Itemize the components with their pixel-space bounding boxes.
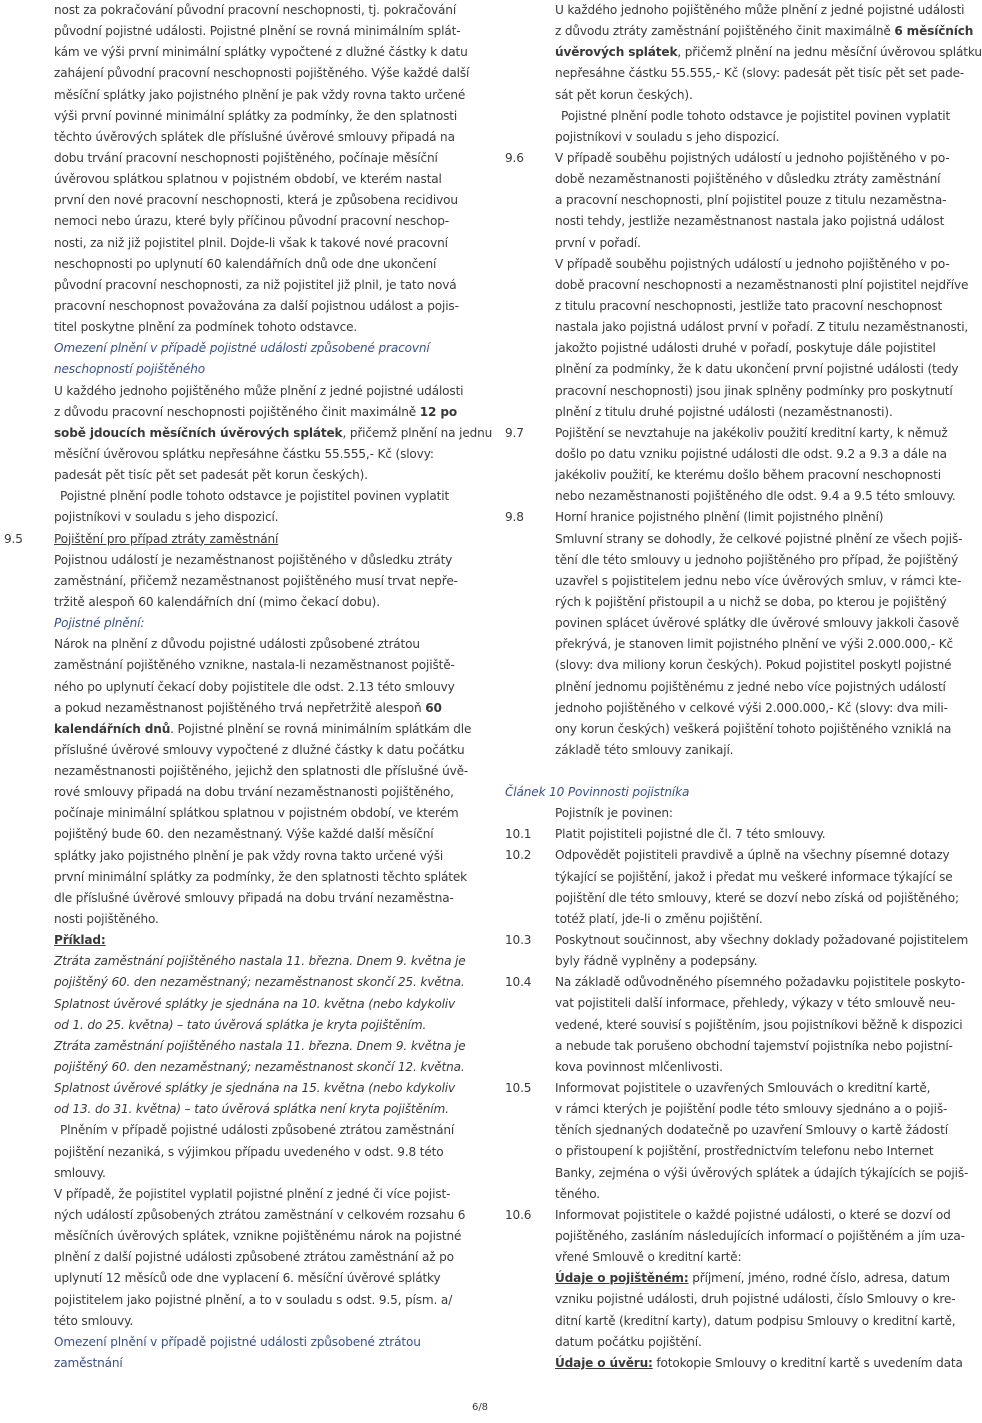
spacer xyxy=(505,761,957,782)
text-line: plnění z další pojistné události způsobené ztrátou zaměstnání až po xyxy=(54,1250,454,1265)
section-number: 10.1 xyxy=(505,827,532,842)
text-run: Informovat pojistitele o uzavřených Smlouvách o kreditní kartě, xyxy=(555,1081,931,1096)
text-line: nezaměstnanosti pojištěného, jejichž den splatnosti dle příslušné úvě- xyxy=(54,764,469,779)
text-line: době pracovní neschopnosti a nezaměstnanosti plní pojistitel nejdříve xyxy=(555,277,969,292)
text-line: uplynutí 12 měsíců ode dne vyplacení 6. měsíční úvěrové splátky xyxy=(54,1271,441,1286)
text-line: vřené Smlouvě o kreditní kartě: xyxy=(555,1250,742,1265)
text-line: rých k pojištění přistoupil a u nichž se doba, po kterou je pojištěný xyxy=(555,594,947,609)
text-run: Pojištění se nevztahuje na jakékoliv použití kreditní karty, k němuž xyxy=(555,425,948,440)
text-line: těchto úvěrových splátek dle příslušné úvěrové smlouvy připadá na xyxy=(54,129,455,144)
text-line: kám ve výši první minimální splátky vypočtené z dlužné částky k datu xyxy=(54,45,468,60)
text-line: datum počátku pojištění. xyxy=(555,1334,702,1349)
bold-run: 60 xyxy=(425,700,442,715)
text-run: a pokud nezaměstnanost pojištěného trvá nepřetržitě alespoň xyxy=(54,700,426,715)
text-line: rové smlouvy připadá na dobu trvání nezaměstnanosti pojištěného, xyxy=(54,785,454,800)
text-run: z důvodu pracovní neschopnosti pojištěného činit maximálně xyxy=(54,404,420,419)
example-line: Splatnost úvěrové splátky je sjednána na 15. května (nebo kdykoliv xyxy=(54,1081,456,1096)
text-run: Informovat pojistitele o každé pojistné události, o které se dozví od xyxy=(555,1207,951,1222)
section-subheading: Pojistné plnění: xyxy=(54,616,145,631)
text-line: ditní kartě (kreditní karty), datum podpisu Smlouvy o kreditní kartě, xyxy=(555,1313,956,1328)
example-line: Splatnost úvěrové splátky je sjednána na 10. května (nebo kdykoliv xyxy=(54,996,456,1011)
text-line: této smlouvy. xyxy=(54,1313,134,1328)
text-line: pojistníkovi v souladu s jeho dispozicí. xyxy=(555,129,780,144)
text-line xyxy=(505,42,982,63)
text-line: splátky jako pojistného plnění je pak vždy rovna takto určené výši xyxy=(54,848,444,863)
text-line: U každého jednoho pojištěného může plnění z jedné pojistné události xyxy=(555,3,965,17)
text-line: pojistitelem jako pojistné plnění, a to v souladu s odst. 9.5, písm. a/ xyxy=(54,1292,453,1307)
text-line: kova povinnost mlčenlivosti. xyxy=(555,1059,723,1074)
text-line: nosti tehdy, jestliže nezaměstnanost nastala jako pojistná událost xyxy=(555,214,945,229)
text-line: Banky, zejména o výši úvěrových splátek a údajích týkajících se pojiš- xyxy=(555,1165,969,1180)
text-line xyxy=(505,845,957,866)
text-line: základě této smlouvy zanikají. xyxy=(555,742,734,757)
text-line: a pracovní neschopnosti, plní pojistitel pouze z titulu nezaměstna- xyxy=(555,193,947,208)
text-line xyxy=(505,21,974,42)
text-line: U každého jednoho pojištěného může plnění z jedné pojistné události xyxy=(54,383,464,398)
text-line: pojištěného, zasláním následujících informací o pojištěném a jím uza- xyxy=(555,1229,965,1244)
text-line: pojistníkovi v souladu s jeho dispozicí. xyxy=(54,510,279,525)
bold-run: 6 měsíčních xyxy=(894,24,974,39)
bold-run: 12 po xyxy=(419,404,458,419)
text-line xyxy=(4,423,493,444)
text-line: smlouvy. xyxy=(54,1165,106,1180)
text-line: ony korun českých) veškerá pojištění tohoto pojištěného vzniklá na xyxy=(555,721,952,736)
text-run: příjmení, jméno, rodné číslo, adresa, datum xyxy=(688,1271,950,1286)
text-run: V případě souběhu pojistných událostí u jednoho pojištěného v po- xyxy=(555,150,950,165)
text-run: Platit pojistiteli pojistné dle čl. 7 této smlouvy. xyxy=(555,827,826,842)
text-line: totéž platí, jde-li o změnu pojištění. xyxy=(555,911,763,926)
text-line: padesát pět tisíc pět set padesát pět korun českých). xyxy=(54,468,368,483)
text-line: titel poskytne plnění za podmínek tohoto odstavce. xyxy=(54,320,358,335)
example-line: Ztráta zaměstnání pojištěného nastala 11. března. Dnem 9. května je xyxy=(54,954,466,969)
text-line: nebo nezaměstnanosti pojištěného dle odst. 9.4 a 9.5 této smlouvy. xyxy=(555,489,956,504)
text-line: Nárok na plnění z důvodu pojistné události způsobené ztrátou xyxy=(54,637,420,652)
text-line xyxy=(505,423,957,444)
text-line: nemoci nebo úrazu, které byly příčinou původní pracovní neschop- xyxy=(54,214,450,229)
text-line xyxy=(505,824,957,845)
text-line: sát pět korun českých). xyxy=(555,87,693,102)
text-line: ného po uplynutí čekací doby pojistitele dle odst. 2.13 této smlouvy xyxy=(54,679,455,694)
text-line: zahájení původní pracovní neschopnosti pojištěného. Výše každé další xyxy=(54,66,470,81)
text-run: , přičemž plnění na jednu měsíční úvěrovou splátku xyxy=(677,45,982,60)
text-line xyxy=(505,972,965,993)
section-subheading: Omezení plnění v případě pojistné události způsobené ztrátou xyxy=(54,1334,421,1349)
text-line: nosti pojištěného. xyxy=(54,912,159,927)
text-line: těních sjednaných dodatečně po uzavření Smlouvy o kartě žádostí xyxy=(555,1123,948,1138)
bold-label: Údaje o úvěru: xyxy=(555,1355,653,1370)
text-line: původní pojistné události. Pojistné plnění se rovná minimálním splát- xyxy=(54,24,461,39)
text-line: pojištění nezaniká, s výjimkou případu uvedeného v odst. 9.8 této xyxy=(54,1144,444,1159)
text-line: měsíčních úvěrových splátek, vznikne pojištěnému nárok na pojistné xyxy=(54,1229,462,1244)
text-line: Smluvní strany se dohodly, že celkové pojistné plnění ze všech pojiš- xyxy=(555,531,963,546)
text-line: byly řádně vyplněny a podepsány. xyxy=(555,954,758,969)
article-heading: Článek 10 Povinnosti pojistníka xyxy=(505,785,690,800)
text-line: neschopnosti po uplynutí 60 kalendářních dnů ode dne ukončení xyxy=(54,256,437,271)
text-line xyxy=(505,1268,957,1289)
text-run: , přičemž plnění na jednu xyxy=(342,425,493,440)
text-line: úvěrovou splátkou splatnou v pojistném období, ve kterém nastal xyxy=(54,172,442,187)
bold-run: úvěrových splátek xyxy=(555,45,678,60)
text-run: Horní hranice pojistného plnění (limit pojistného plnění) xyxy=(555,510,884,525)
example-line: od 13. do 31. května) – tato úvěrová splátka není kryta pojištěním. xyxy=(54,1102,449,1117)
section-number: 9.6 xyxy=(505,150,524,165)
text-line: vat pojistiteli další informace, přehledy, výkazy v této smlouvě neu- xyxy=(555,996,956,1011)
text-line: dobu trvání pracovní neschopnosti pojištěného, počínaje měsíční xyxy=(54,150,438,165)
text-line: pojištěný bude 60. den nezaměstnaný. Výše každé další měsíční xyxy=(54,827,434,842)
text-line: povinen splácet úvěrové splátky dle úvěrové smlouvy jakkoli časově xyxy=(555,616,960,631)
text-run: Na základě odůvodněného písemného požadavku pojistitele poskyto- xyxy=(555,975,965,990)
section-number: 10.5 xyxy=(505,1081,532,1096)
text-line: pracovní neschopnost považována za další pojistnou událost a pojis- xyxy=(54,298,459,313)
section-subheading: neschopností pojištěného xyxy=(54,362,205,377)
text-line: Pojistné plnění podle tohoto odstavce je pojistitel povinen vyplatit xyxy=(561,108,951,123)
section-number: 10.4 xyxy=(505,975,532,990)
text-line: době nezaměstnanosti pojištěného v důsledku ztráty zaměstnání xyxy=(555,172,941,187)
text-line: jakékoliv použití, ke kterému došlo během pracovní neschopnosti xyxy=(555,468,941,483)
text-line: týkající se pojištění, jakož i předat mu veškeré informace týkající se xyxy=(555,869,953,884)
text-line xyxy=(505,1078,957,1099)
section-number: 10.6 xyxy=(505,1207,532,1222)
left-column xyxy=(4,0,493,1374)
text-line: nastala jako pojistná událost první v pořadí. Z titulu nezaměstnanosti, xyxy=(555,320,969,335)
text-line xyxy=(4,698,456,719)
text-line: v rámci kterých je pojištění podle této smlouvy sjednáno a o pojiš- xyxy=(555,1102,948,1117)
text-line: V případě, že pojistitel vyplatil pojistné plnění z jedné či více pojist- xyxy=(54,1186,451,1201)
text-line: plnění z titulu druhé pojistné události (nezaměstnanosti). xyxy=(555,404,893,419)
bold-label: Údaje o pojištěném: xyxy=(555,1271,689,1286)
text-line: uzavřel s pojistitelem jednu nebo více úvěrových smluv, v rámci kte- xyxy=(555,573,962,588)
text-line xyxy=(505,930,969,951)
text-line: první den nové pracovní neschopnosti, která je způsobena recidivou xyxy=(54,193,458,208)
page-number: 6/8 xyxy=(471,1402,489,1413)
bold-run: sobě jdoucích měsíčních úvěrových splátek xyxy=(54,425,343,440)
text-run: fotokopie Smlouvy o kreditní kartě s uvedením data xyxy=(652,1355,963,1370)
text-line xyxy=(4,402,456,423)
text-line: a nebude tak porušeno obchodní tajemství pojistníka nebo pojistní- xyxy=(555,1038,953,1053)
text-line: měsíční splátky jako pojistného plnění je pak vždy rovna takto určené xyxy=(54,87,466,102)
text-line: Pojistné plnění podle tohoto odstavce je pojistitel povinen vyplatit xyxy=(60,489,450,504)
text-line: plnění za podmínky, že k datu ukončení první pojistné události (tedy xyxy=(555,362,959,377)
section-number: 9.8 xyxy=(505,510,524,525)
text-line: jakožto pojistné události druhé v pořadí, poskytuje dále pojistitel xyxy=(555,341,936,356)
text-line xyxy=(505,148,957,169)
text-line: zaměstnání, přičemž nezaměstnanost pojištěného musí trvat nepře- xyxy=(54,573,458,588)
text-line: (slovy: dva miliony korun českých). Pokud pojistitel poskytl pojistné xyxy=(555,658,952,673)
text-line: Plněním v případě pojistné události způsobené ztrátou zaměstnání xyxy=(60,1123,455,1138)
text-line: dle příslušné úvěrové smlouvy připadá na dobu trvání nezaměstna- xyxy=(54,890,454,905)
section-subheading: Omezení plnění v případě pojistné události způsobené pracovní xyxy=(54,341,430,356)
text-line: první minimální splátky za podmínky, že den splatnosti těchto splátek xyxy=(54,869,468,884)
text-line: o přistoupení k pojištění, prostřednictvím telefonu nebo Internet xyxy=(555,1144,934,1159)
example-heading: Příklad: xyxy=(54,933,106,948)
text-run: . Pojistné plnění se rovná minimálním splátkám dle xyxy=(170,721,472,736)
text-run: Poskytnout součinnost, aby všechny doklady požadované pojistitelem xyxy=(555,933,969,948)
text-line: příslušné úvěrové smlouvy vypočtené z dlužné částky k datu počátku xyxy=(54,742,465,757)
text-line xyxy=(505,507,957,528)
text-line: nepřesáhne částku 55.555,- Kč (slovy: padesát pět tisíc pět set pade- xyxy=(555,66,965,81)
text-line: jednoho pojištěného v celkové výši 2.000.000,- Kč (slovy: dva mili- xyxy=(555,700,948,715)
section-title: Pojištění pro případ ztráty zaměstnání xyxy=(54,531,279,546)
text-line: pojištění dle této smlouvy, které se dozví nebo získá od pojištěného; xyxy=(555,890,959,905)
text-line: nost za pokračování původní pracovní neschopnosti, tj. pokračování xyxy=(54,3,457,17)
text-line: Pojistník je povinen: xyxy=(555,806,673,821)
text-line: těného. xyxy=(555,1186,600,1201)
text-run: Odpovědět pojistiteli pravdivě a úplně na všechny písemné dotazy xyxy=(555,848,950,863)
text-line: měsíční úvěrovou splátku nepřesáhne částku 55.555,- Kč (slovy: xyxy=(54,446,434,461)
section-number: 10.3 xyxy=(505,933,532,948)
text-line: V případě souběhu pojistných událostí u jednoho pojištěného v po- xyxy=(555,256,950,271)
example-line: Ztráta zaměstnání pojištěného nastala 11. března. Dnem 9. května je xyxy=(54,1038,466,1053)
text-run: z důvodu ztráty zaměstnání pojištěného činit maximálně xyxy=(555,24,895,39)
example-line: od 1. do 25. května) – tato úvěrová splátka je kryta pojištěním. xyxy=(54,1017,427,1032)
text-line: počínaje minimální splátkou splatnou v pojistném období, ve kterém xyxy=(54,806,459,821)
text-line: vedené, které souvisí s pojištěním, jsou pojistníkovi běžně k dispozici xyxy=(555,1017,963,1032)
text-line: tržitě alespoň 60 kalendářních dní (mimo čekací dobu). xyxy=(54,594,380,609)
section-number: 9.5 xyxy=(4,531,23,546)
text-line: plnění jednomu pojištěnému z jedné nebo více pojistných událostí xyxy=(555,679,946,694)
text-line: z titulu pracovní neschopnosti, jestliže tato pracovní neschopnost xyxy=(555,298,943,313)
text-line: překrývá, je stanoven limit pojistného plnění ve výši 2.000.000,- Kč xyxy=(555,637,954,652)
text-line: zaměstnání pojištěného vznikne, nastala-li nezaměstnanost pojiště- xyxy=(54,658,455,673)
section-subheading: zaměstnání xyxy=(54,1356,123,1370)
text-line: nosti, za niž již pojistitel plnil. Dojde-li však k takové nové pracovní xyxy=(54,235,448,250)
example-line: pojištěný 60. den nezaměstnaný; nezaměstnanost skončí 25. května. xyxy=(54,975,465,990)
text-line xyxy=(505,1353,963,1374)
text-line: tění dle této smlouvy u jednoho pojištěného pro případ, že pojištěný xyxy=(555,552,959,567)
text-line: vzniku pojistné události, druh pojistné události, číslo Smlouvy o kre- xyxy=(555,1292,956,1307)
section-number: 9.7 xyxy=(505,425,524,440)
text-line: došlo po datu vzniku pojistné události dle odst. 9.2 a 9.3 a dále na xyxy=(555,446,947,461)
text-line: ných událostí způsobených ztrátou zaměstnání v celkovém rozsahu 6 xyxy=(54,1208,466,1223)
text-line xyxy=(4,719,472,740)
text-line xyxy=(505,1205,957,1226)
text-line: původní pracovní neschopnosti, za niž pojistitel již plnil, je tato nová xyxy=(54,277,457,292)
text-line: pracovní neschopnosti) jsou jinak splněny podmínky pro poskytnutí xyxy=(555,383,953,398)
text-line: první v pořadí. xyxy=(555,235,641,250)
section-heading xyxy=(4,529,456,550)
text-line: výši první povinné minimální splátky za podmínky, že den splatnosti xyxy=(54,108,458,123)
text-line: Pojistnou událostí je nezaměstnanost pojištěného v důsledku ztráty xyxy=(54,552,453,567)
bold-run: kalendářních dnů xyxy=(54,721,171,736)
right-column xyxy=(505,0,982,1374)
section-number: 10.2 xyxy=(505,848,532,863)
example-line: pojištěný 60. den nezaměstnaný; nezaměstnanost skončí 12. května. xyxy=(54,1060,465,1075)
